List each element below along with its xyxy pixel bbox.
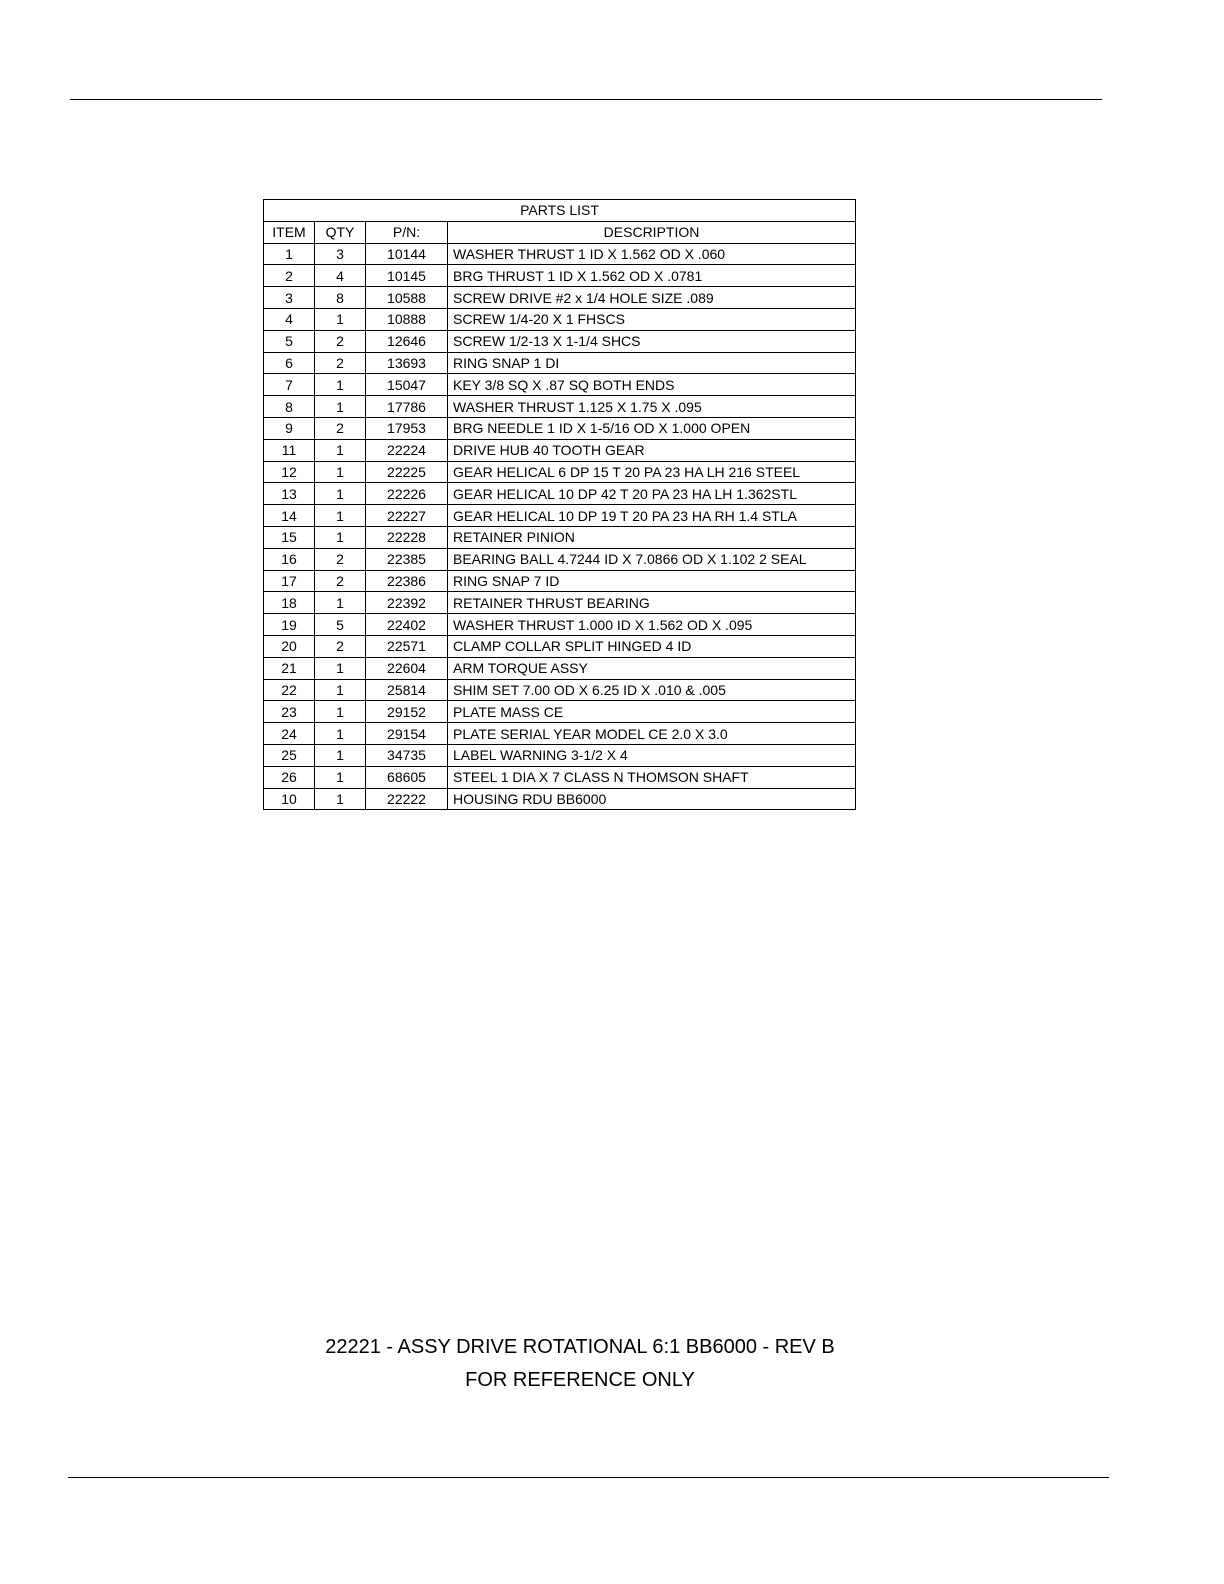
cell-qty: 1 xyxy=(315,396,366,418)
cell-description: WASHER THRUST 1 ID X 1.562 OD X .060 xyxy=(448,243,856,265)
cell-pn: 22604 xyxy=(366,657,448,679)
cell-item: 16 xyxy=(264,548,315,570)
cell-item: 14 xyxy=(264,505,315,527)
table-row xyxy=(264,548,856,570)
cell-description: SHIM SET 7.00 OD X 6.25 ID X .010 & .005 xyxy=(448,679,856,701)
table-row xyxy=(264,701,856,723)
cell-description: SCREW 1/2-13 X 1-1/4 SHCS xyxy=(448,330,856,352)
cell-pn: 22222 xyxy=(366,788,448,810)
cell-description: GEAR HELICAL 10 DP 42 T 20 PA 23 HA LH 1.362STL xyxy=(448,483,856,505)
table-row xyxy=(264,614,856,636)
cell-description: ARM TORQUE ASSY xyxy=(448,657,856,679)
cell-qty: 1 xyxy=(315,505,366,527)
cell-pn: 29152 xyxy=(366,701,448,723)
cell-qty: 1 xyxy=(315,679,366,701)
cell-pn: 15047 xyxy=(366,374,448,396)
cell-qty: 1 xyxy=(315,374,366,396)
cell-item: 8 xyxy=(264,396,315,418)
cell-description: DRIVE HUB 40 TOOTH GEAR xyxy=(448,439,856,461)
cell-pn: 10144 xyxy=(366,243,448,265)
cell-item: 1 xyxy=(264,243,315,265)
cell-description: HOUSING RDU BB6000 xyxy=(448,788,856,810)
cell-item: 6 xyxy=(264,352,315,374)
table-row xyxy=(264,592,856,614)
cell-qty: 1 xyxy=(315,461,366,483)
cell-pn: 22385 xyxy=(366,548,448,570)
cell-qty: 2 xyxy=(315,570,366,592)
cell-pn: 22226 xyxy=(366,483,448,505)
cell-item: 2 xyxy=(264,265,315,287)
cell-qty: 1 xyxy=(315,788,366,810)
cell-qty: 1 xyxy=(315,744,366,766)
cell-qty: 4 xyxy=(315,265,366,287)
cell-qty: 2 xyxy=(315,352,366,374)
table-row xyxy=(264,570,856,592)
table-row xyxy=(264,657,856,679)
reference-note-text: FOR REFERENCE ONLY xyxy=(465,1369,695,1391)
cell-description: CLAMP COLLAR SPLIT HINGED 4 ID xyxy=(448,635,856,657)
cell-item: 9 xyxy=(264,417,315,439)
cell-item: 15 xyxy=(264,526,315,548)
cell-description: WASHER THRUST 1.000 ID X 1.562 OD X .095 xyxy=(448,614,856,636)
table-row xyxy=(264,352,856,374)
cell-description: BEARING BALL 4.7244 ID X 7.0866 OD X 1.102 2 SEAL xyxy=(448,548,856,570)
cell-pn: 34735 xyxy=(366,744,448,766)
cell-description: RETAINER THRUST BEARING xyxy=(448,592,856,614)
cell-qty: 2 xyxy=(315,417,366,439)
column-header-pn: P/N: xyxy=(366,221,448,243)
cell-item: 18 xyxy=(264,592,315,614)
drawing-title-text: 22221 - ASSY DRIVE ROTATIONAL 6:1 BB6000 - REV B xyxy=(325,1336,835,1358)
cell-qty: 5 xyxy=(315,614,366,636)
cell-description: BRG NEEDLE 1 ID X 1-5/16 OD X 1.000 OPEN xyxy=(448,417,856,439)
table-row xyxy=(264,723,856,745)
parts-list-body xyxy=(264,243,856,810)
table-row xyxy=(264,417,856,439)
cell-qty: 1 xyxy=(315,723,366,745)
cell-pn: 22227 xyxy=(366,505,448,527)
table-row xyxy=(264,679,856,701)
cell-qty: 1 xyxy=(315,526,366,548)
header-rule xyxy=(70,99,1102,100)
cell-pn: 68605 xyxy=(366,766,448,788)
cell-qty: 2 xyxy=(315,330,366,352)
cell-qty: 1 xyxy=(315,592,366,614)
reference-note xyxy=(0,1369,1160,1392)
cell-pn: 22402 xyxy=(366,614,448,636)
cell-qty: 1 xyxy=(315,483,366,505)
cell-pn: 22228 xyxy=(366,526,448,548)
cell-qty: 1 xyxy=(315,657,366,679)
table-row xyxy=(264,265,856,287)
cell-item: 23 xyxy=(264,701,315,723)
drawing-title xyxy=(0,1336,1160,1359)
table-row xyxy=(264,505,856,527)
parts-list-table xyxy=(263,199,856,810)
cell-pn: 29154 xyxy=(366,723,448,745)
cell-item: 19 xyxy=(264,614,315,636)
table-row xyxy=(264,744,856,766)
cell-item: 22 xyxy=(264,679,315,701)
table-row xyxy=(264,287,856,309)
cell-item: 10 xyxy=(264,788,315,810)
cell-item: 21 xyxy=(264,657,315,679)
table-row xyxy=(264,526,856,548)
cell-description: PLATE SERIAL YEAR MODEL CE 2.0 X 3.0 xyxy=(448,723,856,745)
table-row xyxy=(264,330,856,352)
cell-qty: 2 xyxy=(315,548,366,570)
cell-description: GEAR HELICAL 6 DP 15 T 20 PA 23 HA LH 216 STEEL xyxy=(448,461,856,483)
cell-qty: 1 xyxy=(315,766,366,788)
cell-qty: 1 xyxy=(315,701,366,723)
cell-qty: 1 xyxy=(315,439,366,461)
parts-list-title: PARTS LIST xyxy=(264,200,856,222)
parts-list-header-row xyxy=(264,221,856,243)
table-row xyxy=(264,308,856,330)
cell-pn: 22571 xyxy=(366,635,448,657)
cell-pn: 12646 xyxy=(366,330,448,352)
cell-description: RETAINER PINION xyxy=(448,526,856,548)
table-row xyxy=(264,766,856,788)
cell-pn: 22386 xyxy=(366,570,448,592)
cell-description: SCREW DRIVE #2 x 1/4 HOLE SIZE .089 xyxy=(448,287,856,309)
cell-qty: 1 xyxy=(315,308,366,330)
cell-item: 24 xyxy=(264,723,315,745)
cell-description: PLATE MASS CE xyxy=(448,701,856,723)
cell-item: 20 xyxy=(264,635,315,657)
cell-pn: 13693 xyxy=(366,352,448,374)
cell-description: LABEL WARNING 3-1/2 X 4 xyxy=(448,744,856,766)
footer-rule xyxy=(68,1477,1109,1478)
table-row xyxy=(264,439,856,461)
cell-description: SCREW 1/4-20 X 1 FHSCS xyxy=(448,308,856,330)
cell-pn: 17786 xyxy=(366,396,448,418)
cell-item: 4 xyxy=(264,308,315,330)
cell-item: 11 xyxy=(264,439,315,461)
cell-pn: 10588 xyxy=(366,287,448,309)
cell-item: 7 xyxy=(264,374,315,396)
cell-pn: 10145 xyxy=(366,265,448,287)
cell-item: 3 xyxy=(264,287,315,309)
cell-pn: 25814 xyxy=(366,679,448,701)
cell-item: 17 xyxy=(264,570,315,592)
column-header-item: ITEM xyxy=(264,221,315,243)
cell-pn: 22392 xyxy=(366,592,448,614)
table-row xyxy=(264,788,856,810)
cell-description: WASHER THRUST 1.125 X 1.75 X .095 xyxy=(448,396,856,418)
cell-description: BRG THRUST 1 ID X 1.562 OD X .0781 xyxy=(448,265,856,287)
cell-item: 12 xyxy=(264,461,315,483)
table-row xyxy=(264,461,856,483)
cell-description: KEY 3/8 SQ X .87 SQ BOTH ENDS xyxy=(448,374,856,396)
parts-list-title-row xyxy=(264,200,856,222)
table-row xyxy=(264,374,856,396)
table-row xyxy=(264,396,856,418)
table-row xyxy=(264,483,856,505)
cell-description: STEEL 1 DIA X 7 CLASS N THOMSON SHAFT xyxy=(448,766,856,788)
cell-pn: 22225 xyxy=(366,461,448,483)
cell-pn: 22224 xyxy=(366,439,448,461)
cell-qty: 3 xyxy=(315,243,366,265)
cell-item: 5 xyxy=(264,330,315,352)
cell-item: 13 xyxy=(264,483,315,505)
cell-qty: 2 xyxy=(315,635,366,657)
cell-pn: 10888 xyxy=(366,308,448,330)
cell-item: 26 xyxy=(264,766,315,788)
table-row xyxy=(264,243,856,265)
cell-qty: 8 xyxy=(315,287,366,309)
cell-item: 25 xyxy=(264,744,315,766)
cell-description: RING SNAP 1 DI xyxy=(448,352,856,374)
column-header-qty: QTY xyxy=(315,221,366,243)
table-row xyxy=(264,635,856,657)
column-header-description: DESCRIPTION xyxy=(448,221,856,243)
cell-description: RING SNAP 7 ID xyxy=(448,570,856,592)
cell-description: GEAR HELICAL 10 DP 19 T 20 PA 23 HA RH 1.4 STLA xyxy=(448,505,856,527)
cell-pn: 17953 xyxy=(366,417,448,439)
